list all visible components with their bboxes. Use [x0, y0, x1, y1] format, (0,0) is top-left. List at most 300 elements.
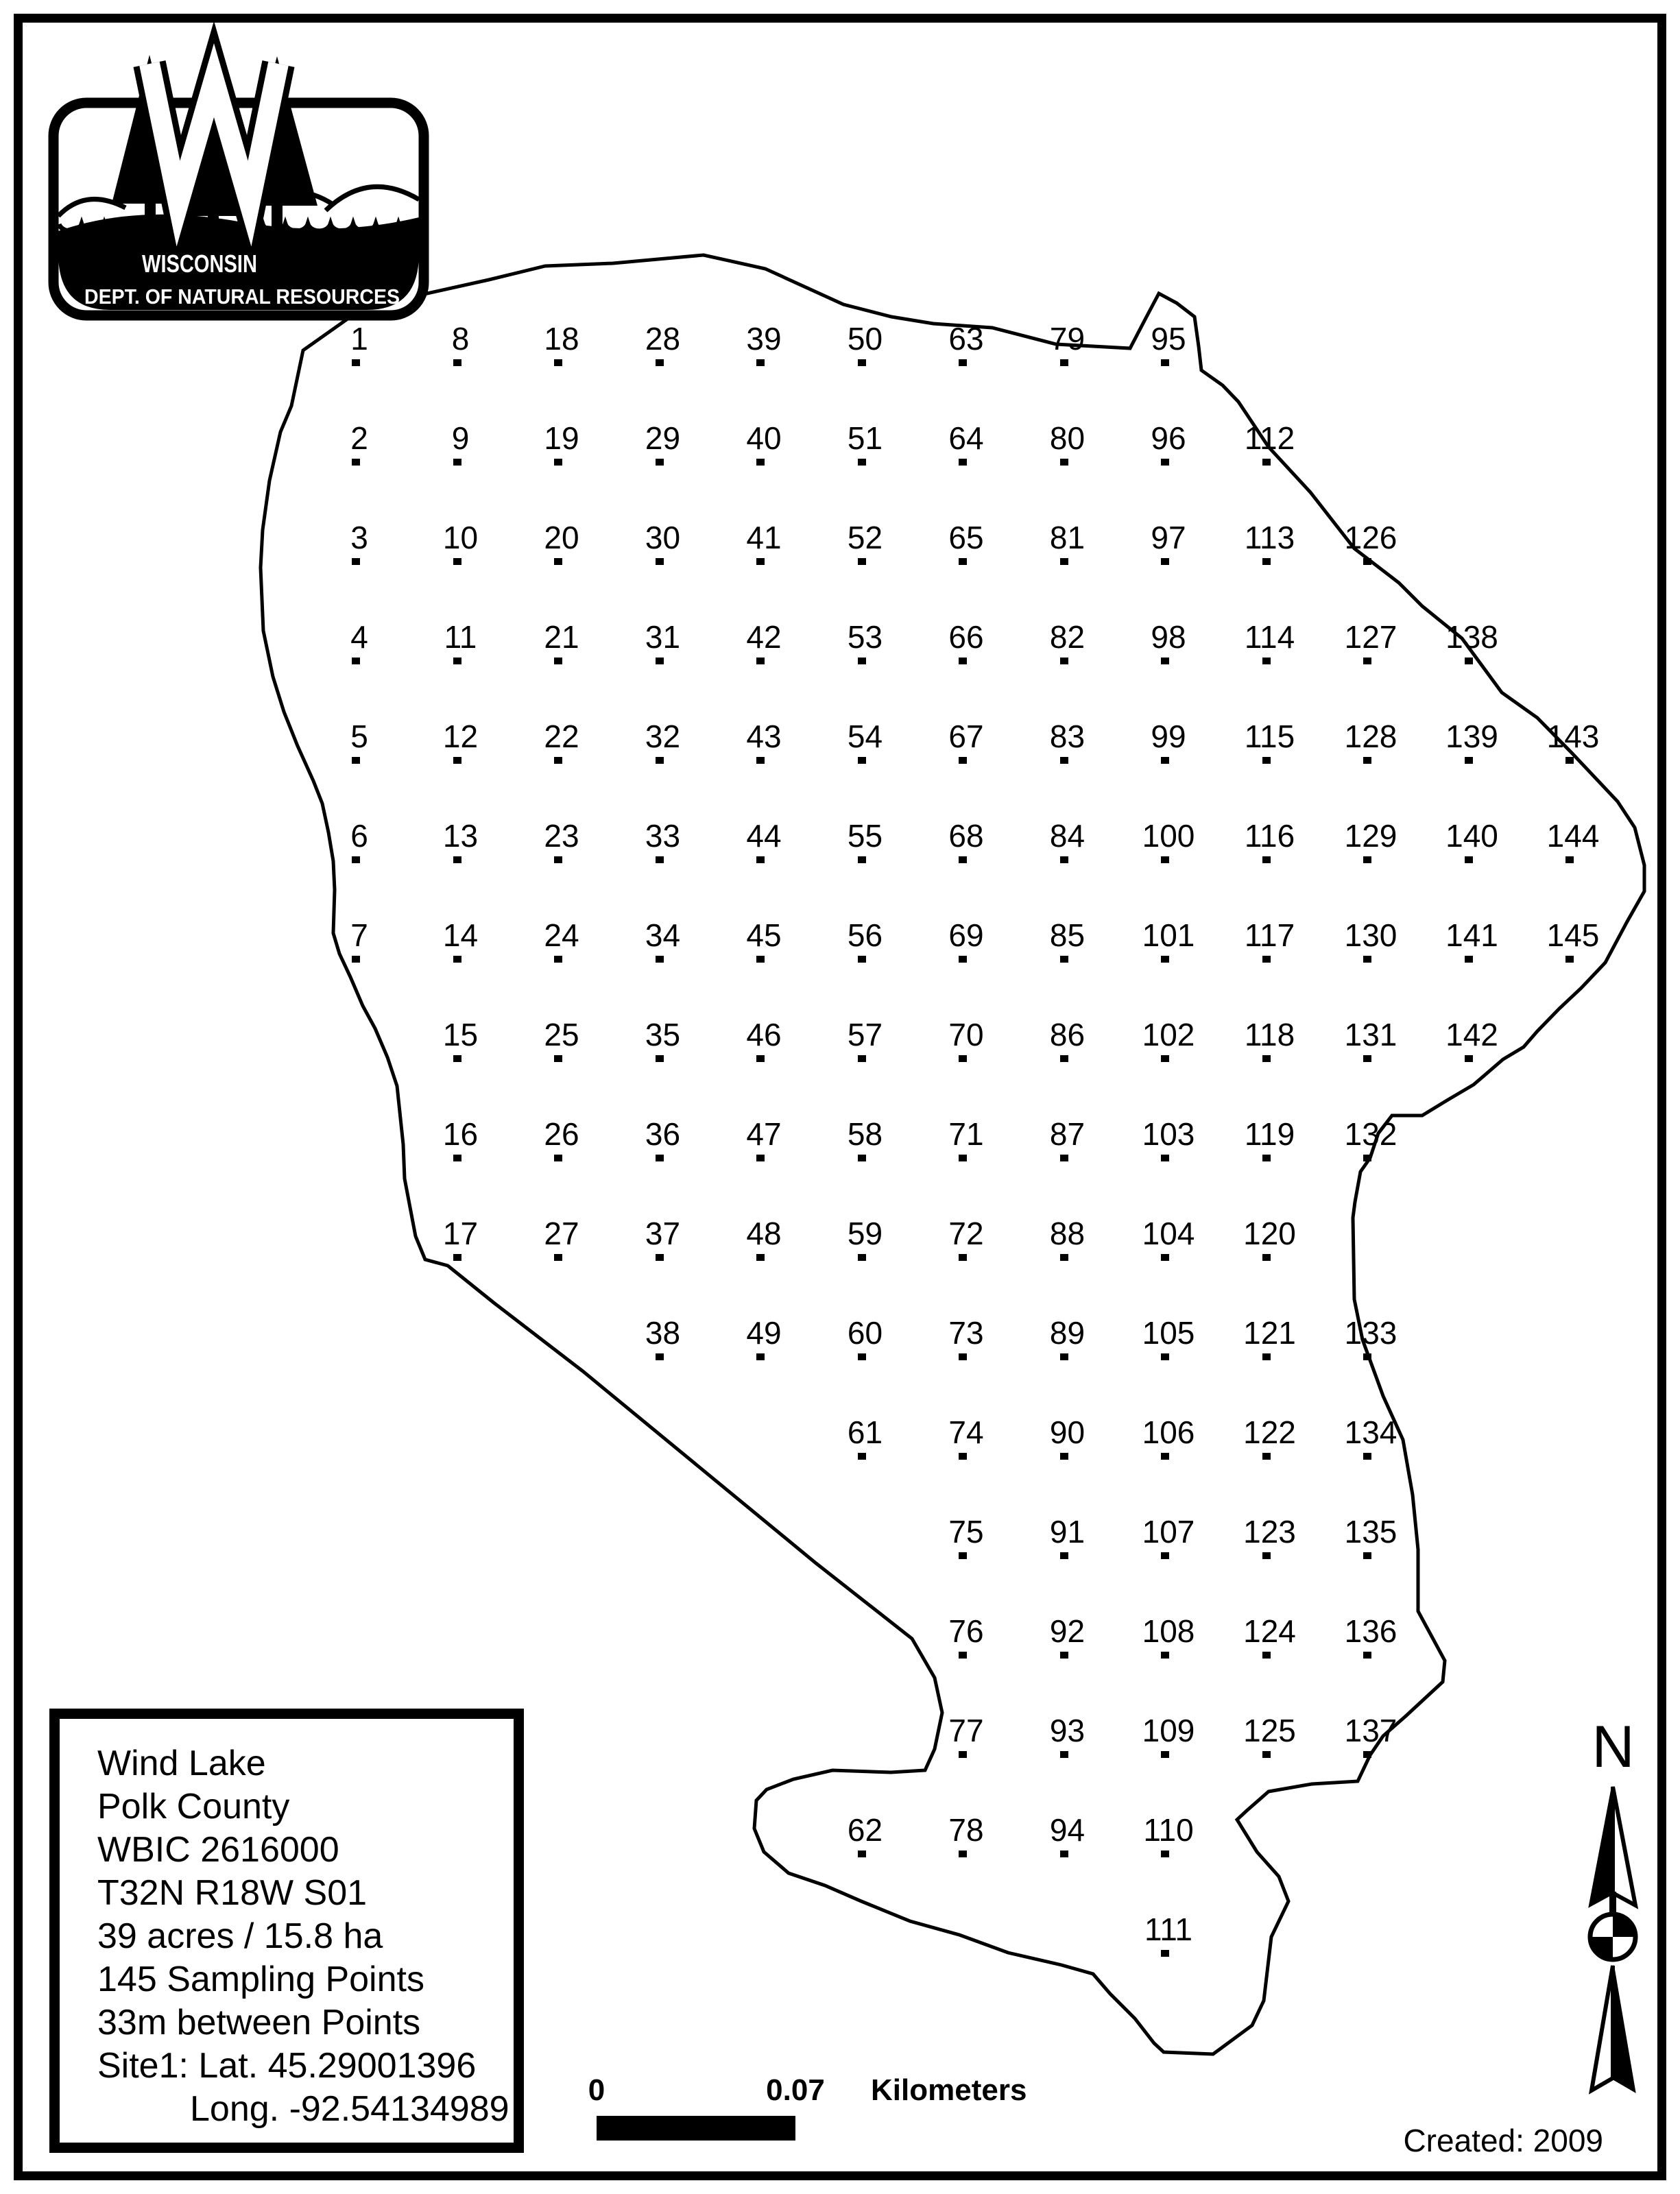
sampling-point-dot [1465, 956, 1473, 963]
sampling-point-dot [1161, 1950, 1169, 1957]
sampling-point-label: 103 [1142, 1116, 1195, 1152]
sampling-point-dot [756, 459, 765, 466]
sampling-point-label: 10 [442, 520, 479, 555]
sampling-point-label: 144 [1546, 818, 1600, 854]
sampling-point-label: 128 [1344, 719, 1397, 754]
sampling-point-dot [959, 1652, 967, 1659]
sampling-point-label: 29 [645, 420, 681, 456]
sampling-point-dot [756, 1055, 765, 1062]
sampling-point-dot [1161, 1453, 1169, 1460]
sampling-point-dot [656, 1254, 664, 1261]
sampling-point-dot [1161, 956, 1169, 963]
sampling-point-dot [554, 1254, 562, 1261]
sampling-point-dot [1161, 1353, 1169, 1360]
sampling-point-dot [1262, 1353, 1271, 1360]
sampling-point-label: 66 [948, 619, 984, 655]
sampling-point-label: 18 [544, 321, 579, 357]
sampling-point-dot [1060, 1055, 1068, 1062]
sampling-point-dot [1060, 1453, 1068, 1460]
sampling-point-dot [858, 359, 866, 366]
scale-bar [583, 2073, 1118, 2149]
sampling-point-dot [1161, 1851, 1169, 1857]
sampling-point-dot [352, 558, 360, 565]
sampling-point-label: 13 [442, 818, 479, 854]
sampling-point-label: 135 [1344, 1514, 1397, 1550]
sampling-point-label: 137 [1344, 1713, 1397, 1748]
sampling-point-label: 96 [1151, 420, 1186, 456]
sampling-point-label: 75 [948, 1514, 984, 1550]
info-site1-lat: Site1: Lat. 45.29001396 [97, 2046, 477, 2086]
logo-text-dept: DEPT. OF NATURAL RESOURCES [84, 285, 400, 309]
sampling-point-label: 4 [350, 619, 368, 655]
sampling-point-dot [554, 1055, 562, 1062]
sampling-point-label: 67 [948, 719, 984, 754]
sampling-point-label: 132 [1344, 1116, 1397, 1152]
sampling-point-dot [1262, 956, 1271, 963]
dnr-logo [38, 17, 435, 333]
sampling-point-label: 122 [1243, 1414, 1296, 1450]
sampling-point-label: 88 [1049, 1216, 1085, 1251]
sampling-point-dot [1565, 956, 1574, 963]
sampling-point-label: 129 [1344, 818, 1397, 854]
sampling-point-label: 8 [451, 321, 470, 357]
sampling-point-dot [656, 558, 664, 565]
sampling-point-label: 139 [1445, 719, 1498, 754]
sampling-point-label: 80 [1049, 420, 1085, 456]
sampling-point-dot [453, 459, 461, 466]
sampling-point-label: 40 [746, 420, 782, 456]
sampling-point-label: 74 [948, 1414, 984, 1450]
sampling-point-dot [756, 658, 765, 664]
sampling-point-dot [1363, 757, 1371, 764]
sampling-point-dot [1060, 658, 1068, 664]
sampling-point-label: 145 [1546, 917, 1600, 953]
sampling-point-label: 108 [1142, 1613, 1195, 1649]
sampling-point-dot [959, 359, 967, 366]
sampling-point-label: 100 [1142, 818, 1195, 854]
sampling-point-dot [1465, 856, 1473, 863]
info-point-spacing: 33m between Points [97, 2003, 421, 2042]
info-county: Polk County [97, 1787, 290, 1827]
sampling-point-label: 60 [847, 1315, 883, 1351]
sampling-point-dot [1060, 359, 1068, 366]
dnr-logo-art [38, 17, 435, 333]
north-arrow [1563, 1714, 1663, 2101]
sampling-point-label: 11 [444, 619, 477, 655]
sampling-point-dot [453, 558, 461, 565]
sampling-point-dot [656, 956, 664, 963]
sampling-point-dot [1363, 1155, 1371, 1161]
sampling-point-label: 94 [1049, 1812, 1085, 1848]
sampling-point-label: 33 [645, 818, 681, 854]
sampling-point-dot [453, 1254, 461, 1261]
sampling-point-dot [352, 658, 360, 664]
sampling-point-dot [858, 1055, 866, 1062]
sampling-point-dot [1161, 1751, 1169, 1758]
sampling-point-label: 70 [948, 1017, 984, 1052]
sampling-point-label: 15 [442, 1017, 479, 1052]
sampling-point-label: 56 [847, 917, 883, 953]
sampling-point-dot [1565, 757, 1574, 764]
sampling-point-dot [858, 658, 866, 664]
sampling-point-label: 76 [948, 1613, 984, 1649]
sampling-point-label: 20 [544, 520, 579, 555]
sampling-point-label: 62 [847, 1812, 883, 1848]
sampling-point-label: 83 [1049, 719, 1085, 754]
sampling-point-label: 91 [1049, 1514, 1085, 1550]
sampling-point-label: 123 [1243, 1514, 1296, 1550]
sampling-point-label: 107 [1142, 1514, 1195, 1550]
sampling-point-label: 101 [1142, 917, 1195, 953]
sampling-point-label: 6 [350, 818, 368, 854]
sampling-point-label: 112 [1244, 420, 1295, 456]
sampling-point-label: 24 [544, 917, 579, 953]
sampling-point-dot [858, 558, 866, 565]
sampling-point-label: 120 [1243, 1216, 1296, 1251]
tree-trunk [145, 201, 156, 231]
sampling-point-dot [1363, 1751, 1371, 1758]
sampling-point-dot [1565, 856, 1574, 863]
sampling-point-label: 57 [847, 1017, 883, 1052]
sampling-point-label: 89 [1049, 1315, 1085, 1351]
sampling-point-label: 7 [350, 917, 368, 953]
sampling-point-dot [858, 1254, 866, 1261]
sampling-point-label: 102 [1142, 1017, 1195, 1052]
sampling-point-dot [858, 856, 866, 863]
north-label: N [1592, 1714, 1635, 1780]
sampling-point-dot [756, 856, 765, 863]
sampling-point-dot [1465, 1055, 1473, 1062]
sampling-point-dot [1262, 1155, 1271, 1161]
sampling-point-label: 116 [1244, 818, 1295, 854]
sampling-point-label: 1 [350, 321, 368, 357]
sampling-point-dot [352, 956, 360, 963]
tree-trunk [208, 213, 219, 239]
sampling-point-dot [1060, 558, 1068, 565]
sampling-point-dot [1363, 1055, 1371, 1062]
sampling-point-dot [656, 1055, 664, 1062]
sampling-point-label: 17 [442, 1216, 479, 1251]
sampling-point-dot [959, 1851, 967, 1857]
sampling-point-dot [858, 459, 866, 466]
sampling-point-label: 113 [1244, 520, 1295, 555]
sampling-point-label: 90 [1049, 1414, 1085, 1450]
sampling-point-label: 34 [645, 917, 681, 953]
sampling-point-dot [1161, 359, 1169, 366]
sampling-point-dot [1465, 757, 1473, 764]
sampling-point-dot [858, 757, 866, 764]
sampling-point-dot [656, 856, 664, 863]
sampling-point-label: 110 [1143, 1812, 1194, 1848]
sampling-point-dot [554, 459, 562, 466]
sampling-point-label: 134 [1344, 1414, 1397, 1450]
sampling-point-label: 109 [1142, 1713, 1195, 1748]
sampling-point-dot [1060, 1353, 1068, 1360]
sampling-point-dot [959, 1055, 967, 1062]
sampling-point-dot [1262, 1055, 1271, 1062]
sampling-point-label: 87 [1049, 1116, 1085, 1152]
sampling-point-dot [1363, 658, 1371, 664]
scale-unit-label: Kilometers [871, 2073, 1027, 2107]
sampling-point-label: 43 [746, 719, 782, 754]
sampling-point-dot [1262, 1453, 1271, 1460]
sampling-point-dot [1262, 459, 1271, 466]
sampling-point-label: 27 [544, 1216, 579, 1251]
scale-start-label: 0 [588, 2073, 605, 2107]
sampling-point-label: 61 [847, 1414, 883, 1450]
sampling-point-dot [656, 1353, 664, 1360]
sampling-point-label: 93 [1049, 1713, 1085, 1748]
sampling-point-label: 69 [948, 917, 984, 953]
sampling-point-label: 104 [1142, 1216, 1195, 1251]
sampling-point-label: 117 [1244, 917, 1295, 953]
sampling-point-dot [756, 1254, 765, 1261]
sampling-point-label: 77 [948, 1713, 984, 1748]
sampling-point-label: 124 [1243, 1613, 1296, 1649]
sampling-point-dot [453, 658, 461, 664]
sampling-point-dot [1060, 1254, 1068, 1261]
sampling-point-label: 65 [948, 520, 984, 555]
sampling-point-dot [959, 1751, 967, 1758]
sampling-point-label: 32 [645, 719, 681, 754]
sampling-point-dot [1363, 558, 1371, 565]
sampling-point-label: 21 [544, 619, 579, 655]
sampling-point-label: 47 [746, 1116, 782, 1152]
sampling-point-dot [554, 558, 562, 565]
sampling-point-dot [352, 359, 360, 366]
sampling-point-dot [959, 856, 967, 863]
sampling-point-dot [1060, 956, 1068, 963]
sampling-point-label: 84 [1049, 818, 1085, 854]
sampling-point-label: 138 [1445, 619, 1498, 655]
sampling-point-label: 99 [1151, 719, 1186, 754]
sampling-point-dot [1060, 1851, 1068, 1857]
sampling-point-label: 121 [1243, 1315, 1296, 1351]
info-lake-name: Wind Lake [97, 1744, 266, 1783]
sampling-point-label: 141 [1445, 917, 1498, 953]
sampling-point-label: 59 [847, 1216, 883, 1251]
sampling-point-dot [1363, 1552, 1371, 1559]
sampling-point-label: 72 [948, 1216, 984, 1251]
sampling-point-dot [352, 856, 360, 863]
sampling-point-dot [959, 1254, 967, 1261]
sampling-point-dot [453, 359, 461, 366]
sampling-point-label: 97 [1151, 520, 1186, 555]
sampling-point-dot [656, 757, 664, 764]
sampling-point-label: 41 [746, 520, 782, 555]
info-township: T32N R18W S01 [97, 1873, 368, 1913]
sampling-point-dot [1060, 1751, 1068, 1758]
sampling-point-label: 55 [847, 818, 883, 854]
sampling-point-dot [858, 1851, 866, 1857]
sampling-point-label: 35 [645, 1017, 681, 1052]
sampling-point-label: 64 [948, 420, 984, 456]
sampling-point-label: 49 [746, 1315, 782, 1351]
sampling-point-dot [1161, 658, 1169, 664]
sampling-point-dot [959, 658, 967, 664]
sampling-point-dot [656, 459, 664, 466]
sampling-point-dot [756, 757, 765, 764]
sampling-point-dot [959, 1552, 967, 1559]
sampling-point-label: 127 [1344, 619, 1397, 655]
sampling-point-dot [756, 1155, 765, 1161]
logo-text-wisconsin: WISCONSIN [142, 250, 257, 278]
info-sampling-count: 145 Sampling Points [97, 1960, 424, 1999]
sampling-point-dot [1262, 856, 1271, 863]
sampling-point-label: 22 [544, 719, 579, 754]
sampling-point-label: 71 [948, 1116, 984, 1152]
sampling-point-dot [858, 956, 866, 963]
sampling-point-dot [554, 658, 562, 664]
sampling-point-dot [1060, 459, 1068, 466]
sampling-point-dot [453, 856, 461, 863]
sampling-point-label: 46 [746, 1017, 782, 1052]
sampling-point-dot [959, 1155, 967, 1161]
sampling-point-label: 111 [1144, 1912, 1192, 1947]
sampling-point-label: 140 [1445, 818, 1498, 854]
sampling-point-dot [1161, 459, 1169, 466]
sampling-point-label: 82 [1049, 619, 1085, 655]
sampling-point-dot [1161, 1552, 1169, 1559]
sampling-point-dot [1060, 1652, 1068, 1659]
sampling-point-label: 16 [442, 1116, 479, 1152]
sampling-point-dot [554, 757, 562, 764]
scale-bar-rect [597, 2116, 795, 2141]
sampling-point-label: 5 [350, 719, 368, 754]
sampling-point-dot [1262, 1751, 1271, 1758]
sampling-point-label: 142 [1445, 1017, 1498, 1052]
sampling-point-label: 58 [847, 1116, 883, 1152]
sampling-point-label: 92 [1049, 1613, 1085, 1649]
sampling-point-label: 9 [451, 420, 470, 456]
sampling-point-dot [858, 1453, 866, 1460]
sampling-point-dot [453, 1055, 461, 1062]
sampling-point-dot [858, 1155, 866, 1161]
north-arrow-icon [1568, 1783, 1657, 2099]
info-wbic: WBIC 2616000 [97, 1830, 339, 1870]
sampling-point-label: 52 [847, 520, 883, 555]
sampling-point-label: 14 [442, 917, 479, 953]
sampling-point-label: 136 [1344, 1613, 1397, 1649]
sampling-point-dot [1363, 1652, 1371, 1659]
tree-trunk [272, 204, 283, 231]
sampling-point-label: 51 [847, 420, 883, 456]
info-site1-long: Long. -92.54134989 [190, 2089, 509, 2129]
sampling-point-label: 38 [645, 1315, 681, 1351]
sampling-point-dot [1363, 956, 1371, 963]
sampling-point-label: 25 [544, 1017, 579, 1052]
sampling-point-label: 39 [746, 321, 782, 357]
sampling-point-label: 36 [645, 1116, 681, 1152]
sampling-point-dot [1262, 1652, 1271, 1659]
sampling-point-dot [756, 956, 765, 963]
sampling-point-label: 133 [1344, 1315, 1397, 1351]
sampling-point-dot [756, 558, 765, 565]
sampling-point-dot [1363, 1453, 1371, 1460]
sampling-point-label: 81 [1049, 520, 1085, 555]
sampling-point-label: 44 [746, 818, 782, 854]
sampling-point-dot [1161, 558, 1169, 565]
sampling-point-dot [453, 757, 461, 764]
sampling-point-label: 53 [847, 619, 883, 655]
sampling-point-label: 143 [1546, 719, 1600, 754]
sampling-point-dot [1060, 1552, 1068, 1559]
sampling-point-label: 28 [645, 321, 681, 357]
sampling-point-label: 50 [847, 321, 883, 357]
sampling-point-label: 105 [1142, 1315, 1195, 1351]
sampling-point-dot [656, 658, 664, 664]
sampling-point-dot [756, 359, 765, 366]
sampling-point-dot [554, 359, 562, 366]
sampling-point-label: 78 [948, 1812, 984, 1848]
sampling-point-label: 114 [1244, 619, 1295, 655]
sampling-point-dot [959, 1453, 967, 1460]
sampling-point-label: 85 [1049, 917, 1085, 953]
sampling-point-dot [1262, 558, 1271, 565]
sampling-point-dot [1161, 757, 1169, 764]
sampling-point-label: 3 [350, 520, 368, 555]
sampling-point-dot [959, 956, 967, 963]
sampling-point-dot [959, 757, 967, 764]
sampling-point-dot [554, 856, 562, 863]
sampling-point-dot [1161, 1055, 1169, 1062]
sampling-point-label: 73 [948, 1315, 984, 1351]
sampling-point-dot [1161, 1254, 1169, 1261]
sampling-point-label: 118 [1244, 1017, 1295, 1052]
sampling-point-dot [656, 359, 664, 366]
sampling-point-label: 12 [442, 719, 479, 754]
sampling-point-label: 119 [1244, 1116, 1295, 1152]
sampling-point-dot [1465, 658, 1473, 664]
sampling-point-dot [656, 1155, 664, 1161]
sampling-point-label: 125 [1243, 1713, 1296, 1748]
sampling-point-dot [1161, 1155, 1169, 1161]
sampling-point-dot [1161, 1652, 1169, 1659]
sampling-point-label: 54 [847, 719, 883, 754]
sampling-point-dot [453, 1155, 461, 1161]
sampling-point-dot [1262, 1254, 1271, 1261]
sampling-point-label: 115 [1244, 719, 1295, 754]
sampling-point-label: 23 [544, 818, 579, 854]
sampling-point-dot [1161, 856, 1169, 863]
sampling-point-label: 63 [948, 321, 984, 357]
sampling-point-dot [453, 956, 461, 963]
sampling-point-dot [352, 459, 360, 466]
sampling-point-label: 37 [645, 1216, 681, 1251]
sampling-point-label: 98 [1151, 619, 1186, 655]
sampling-point-dot [858, 1353, 866, 1360]
sampling-point-dot [756, 1353, 765, 1360]
sampling-point-label: 26 [544, 1116, 579, 1152]
sampling-point-label: 30 [645, 520, 681, 555]
sampling-point-dot [1363, 1353, 1371, 1360]
sampling-point-label: 130 [1344, 917, 1397, 953]
sampling-point-label: 31 [645, 619, 681, 655]
sampling-point-label: 68 [948, 818, 984, 854]
sampling-point-dot [554, 956, 562, 963]
sampling-point-dot [1363, 856, 1371, 863]
sampling-point-label: 19 [544, 420, 579, 456]
sampling-point-dot [1262, 1552, 1271, 1559]
sampling-point-label: 48 [746, 1216, 782, 1251]
created-label: Created: 2009 [1403, 2123, 1603, 2158]
sampling-point-label: 2 [350, 420, 368, 456]
sampling-point-dot [554, 1155, 562, 1161]
sampling-point-label: 131 [1344, 1017, 1397, 1052]
sampling-point-label: 86 [1049, 1017, 1085, 1052]
sampling-point-dot [1262, 757, 1271, 764]
sampling-point-dot [959, 459, 967, 466]
